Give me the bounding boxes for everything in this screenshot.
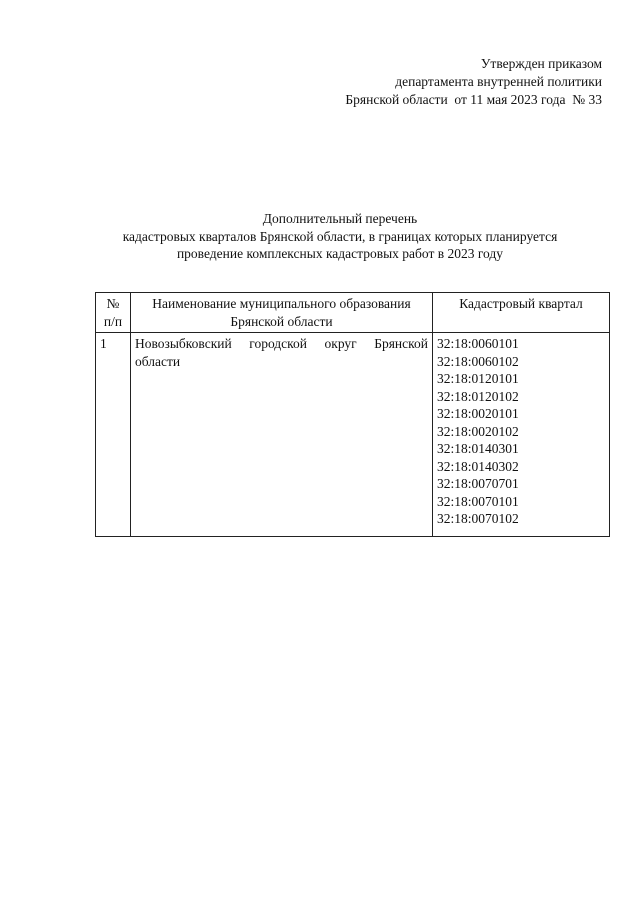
header-municipality-line-1: Наименование муниципального образования xyxy=(152,296,411,311)
approval-stamp xyxy=(242,55,602,109)
cadastral-code: 32:18:0120102 xyxy=(437,388,519,404)
approval-line-3: Брянской области от 11 мая 2023 года № 33 xyxy=(345,92,602,107)
cadastral-code: 32:18:0060101 xyxy=(437,336,519,351)
cadastral-code: 32:18:0020102 xyxy=(437,423,519,439)
cadastral-table xyxy=(95,292,610,537)
header-number-line-1: № xyxy=(106,296,120,311)
cadastral-code: 32:18:0020101 xyxy=(437,406,519,421)
heading-line-1: Дополнительный перечень xyxy=(262,211,418,226)
header-municipality xyxy=(131,293,433,333)
cadastral-code: 32:18:0140302 xyxy=(437,458,519,474)
heading-line-3: проведение комплексных кадастровых работ в 2023 году xyxy=(176,246,504,261)
cadastral-code: 32:18:0140301 xyxy=(437,441,519,456)
row-cadastral-codes xyxy=(433,333,610,537)
cadastral-code: 32:18:0120101 xyxy=(437,371,519,386)
cadastral-code: 32:18:0060102 xyxy=(437,353,519,369)
header-number-line-2: п/п xyxy=(103,313,123,329)
row-municipality: Новозыбковский городской округ Брянской области xyxy=(131,333,433,537)
heading-line-2: кадастровых кварталов Брянской области, в границах которых планируется xyxy=(122,228,558,244)
header-number xyxy=(96,293,131,333)
table-row xyxy=(96,333,610,537)
header-quarter-label: Кадастровый квартал xyxy=(459,296,583,311)
cadastral-code: 32:18:0070701 xyxy=(437,476,519,491)
header-municipality-line-2: Брянской области xyxy=(230,313,333,329)
approval-line-1: Утвержден приказом xyxy=(480,56,602,71)
document-heading xyxy=(60,210,620,263)
cadastral-code: 32:18:0070102 xyxy=(437,511,519,526)
row-number: 1 xyxy=(96,333,131,537)
approval-line-2: департамента внутренней политики xyxy=(395,74,602,89)
cadastral-code: 32:18:0070101 xyxy=(437,493,519,509)
header-cadastral-quarter xyxy=(433,293,610,333)
table-header-row xyxy=(96,293,610,333)
